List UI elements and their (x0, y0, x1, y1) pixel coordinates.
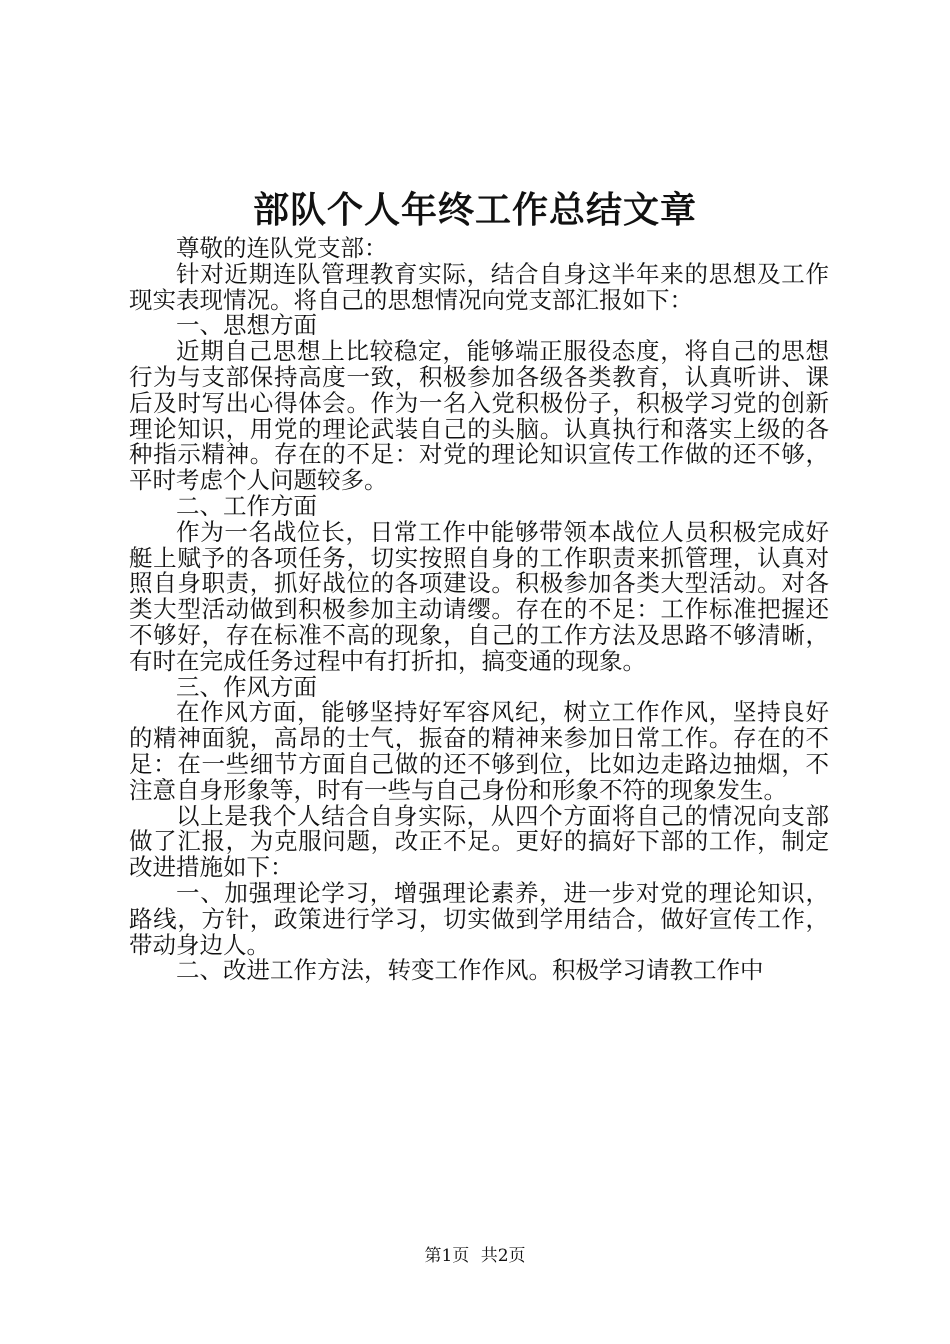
page-footer (0, 1245, 950, 1267)
measure-item-1: 一、加强理论学习，增强理论素养，进一步对党的理论知识，路线，方针，政策进行学习，切实做到学用结合，做好宣传工作，带动身边人。 (129, 878, 829, 959)
page-number: 第1页 (424, 1246, 470, 1266)
page-total: 共2页 (480, 1246, 526, 1266)
paragraph-work: 作为一名战位长，日常工作中能够带领本战位人员积极完成好艇上赋予的各项任务，切实按照自身的工作职责来抓管理，认真对照自身职责，抓好战位的各项建设。积极参加各类大型活动。对各类大型活动做到积极参加主动请缨。存在的不足：工作标准把握还不够好，存在标准不高的现象，自己的工作方法及思路不够清晰，有时在完成任务过程中有打折扣，搞变通的现象。 (129, 517, 829, 675)
paragraph-thought: 近期自己思想上比较稳定，能够端正服役态度，将自己的思想行为与支部保持高度一致，积极参加各级各类教育，认真听讲、课后及时写出心得体会。作为一名入党积极份子，积极学习党的创新理论知识，用党的理论武装自己的头脑。认真执行和落实上级的各种指示精神。存在的不足：对党的理论知识宣传工作做的还不够，平时考虑个人问题较多。 (129, 337, 829, 495)
document-body (129, 236, 829, 984)
section-heading-style: 三、作风方面 (176, 672, 317, 701)
document-title: 部队个人年终工作总结文章 (252, 189, 697, 231)
summary-paragraph: 以上是我个人结合自身实际，从四个方面将自己的情况向支部做了汇报，为克服问题，改正不足。更好的搞好下部的工作，制定改进措施如下： (129, 801, 829, 882)
section-heading-thought: 一、思想方面 (176, 311, 317, 340)
intro-paragraph: 针对近期连队管理教育实际，结合自身这半年来的思想及工作现实表现情况。将自己的思想情况向党支部汇报如下： (129, 259, 829, 314)
section-heading-work: 二、工作方面 (176, 491, 317, 520)
salutation: 尊敬的连队党支部： (176, 234, 388, 262)
measure-item-2: 二、改进工作方法，转变工作作风。积极学习请教工作中 (176, 956, 764, 985)
paragraph-style: 在作风方面，能够坚持好军容风纪，树立工作作风，坚持良好的精神面貌，高昂的士气，振奋的精神来参加日常工作。存在的不足：在一些细节方面自己做的还不够到位，比如边走路边抽烟，不注意自身形象等，时有一些与自己身份和形象不符的现象发生。 (129, 698, 829, 804)
